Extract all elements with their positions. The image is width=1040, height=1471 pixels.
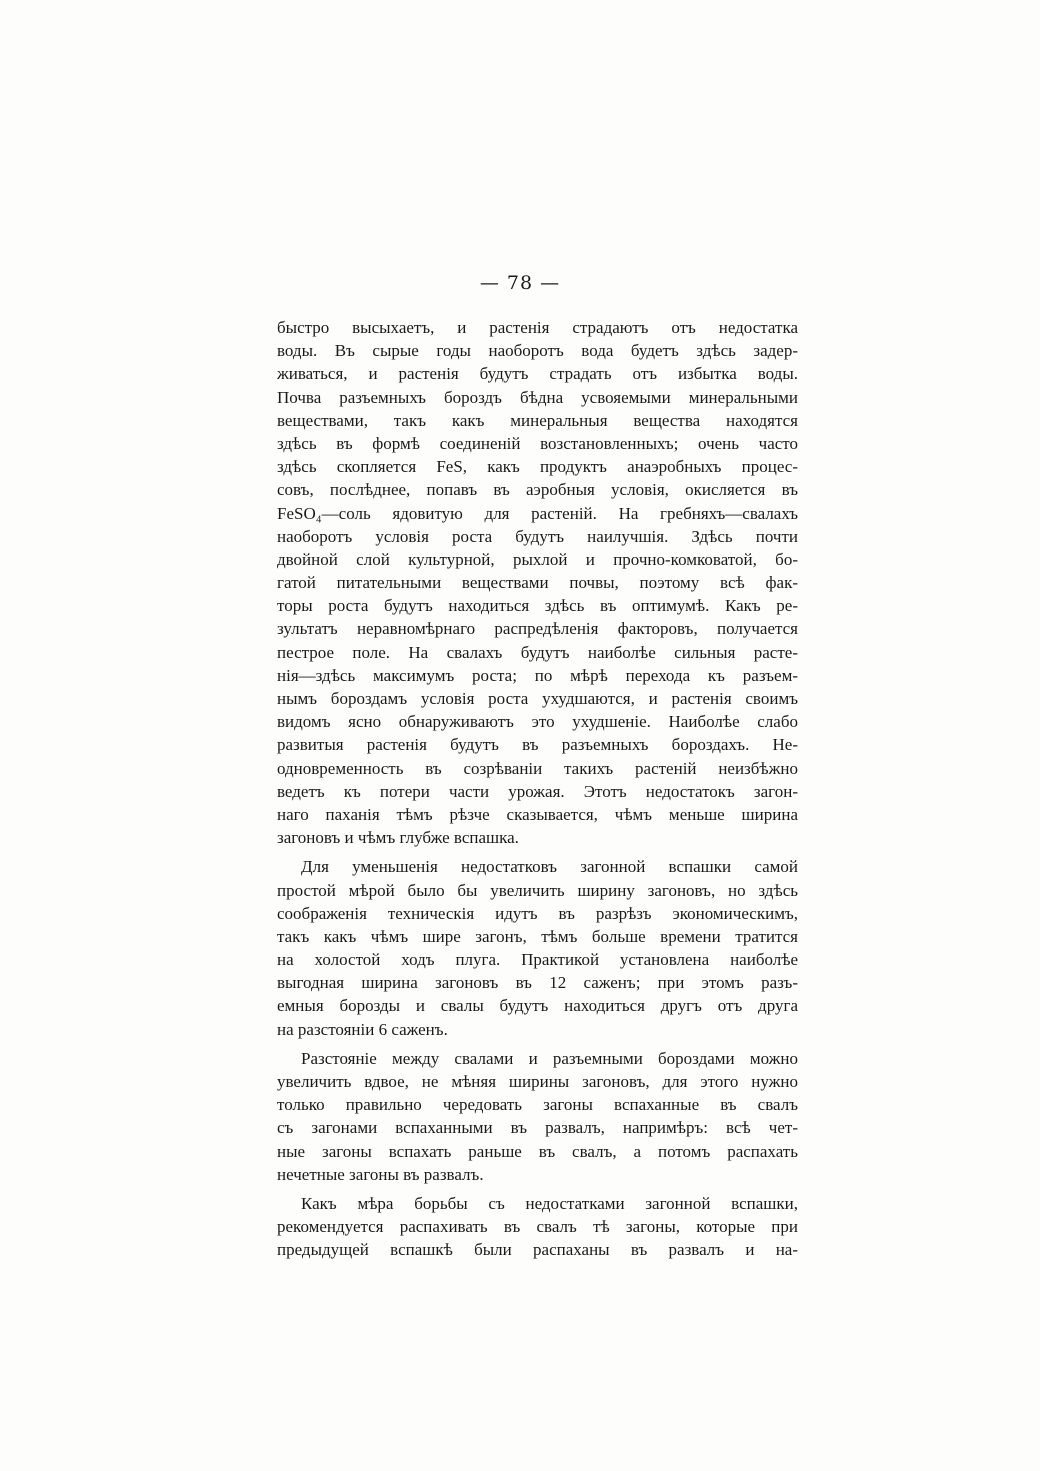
text-line: простой мѣрой было бы увеличить ширину загоновъ, но здѣсь	[277, 880, 798, 900]
text-line: загоновъ и чѣмъ глубже вспашка.	[277, 828, 519, 848]
text-line: наго паханія тѣмъ рѣзче сказывается, чѣмъ меньше ширина	[277, 804, 798, 824]
text-line: пестрое поле. На свалахъ будутъ наиболѣе сильныя расте-	[277, 642, 798, 662]
text-line: на холостой ходъ плуга. Практикой установлена наиболѣе	[277, 950, 798, 970]
text-line: ные загоны вспахать раньше въ свалъ, а потомъ распахать	[277, 1141, 798, 1161]
text-line: Почва разъемныхъ бороздъ бѣдна усвояемыми минеральными	[277, 387, 798, 407]
text-line: такъ какъ чѣмъ шире загонъ, тѣмъ больше времени тратится	[277, 926, 798, 946]
text-line: наоборотъ условія роста будутъ наилучшія. Здѣсь почти	[277, 526, 798, 546]
text-line: живаться, и растенія будутъ страдать отъ избытка воды.	[277, 364, 798, 384]
text-line: предыдущей вспашкѣ были распаханы въ развалъ и на-	[277, 1240, 798, 1260]
text-line: соображенія техническія идутъ въ разрѣзъ экономическимъ,	[277, 903, 798, 923]
text-line: развитыя растенія будутъ въ разъемныхъ бороздахъ. Не-	[277, 735, 798, 755]
text-line: двойной слой культурной, рыхлой и прочно-комковатой, бо-	[277, 549, 798, 569]
text-line: одновременность въ созрѣваніи такихъ растеній неизбѣжно	[277, 758, 798, 778]
text-line: нечетные загоны въ развалъ.	[277, 1164, 484, 1184]
text-line: нымъ бороздамъ условія роста ухудшаются, и растенія своимъ	[277, 689, 798, 708]
body-text	[277, 316, 798, 1262]
text-line: здѣсь въ формѣ соединеній возстановленныхъ; очень часто	[277, 433, 798, 453]
text-line: торы роста будутъ находиться здѣсь въ оптимумѣ. Какъ ре-	[277, 596, 798, 616]
paragraph	[277, 855, 798, 1041]
text-line: Какъ мѣра борьбы съ недостатками загонной вспашки,	[301, 1193, 798, 1213]
text-line: веществами, такъ какъ минеральныя вещества находятся	[277, 410, 798, 430]
text-line: нія—здѣсь максимумъ роста; по мѣрѣ перехода къ разъем-	[277, 665, 798, 685]
paragraph	[277, 1047, 798, 1186]
text-line: рекомендуется распахивать въ свалъ тѣ загоны, которые при	[277, 1217, 798, 1237]
text-line: емныя борозды и свалы будутъ находиться другъ отъ друга	[277, 996, 798, 1016]
paragraph	[277, 1192, 798, 1262]
text-line: совъ, послѣднее, попавъ въ аэробныя условія, окисляется въ	[277, 480, 798, 500]
text-line: зультатъ неравномѣрнаго распредѣленія факторовъ, получается	[277, 619, 798, 639]
text-line: Для уменьшенія недостатковъ загонной вспашки самой	[301, 857, 798, 877]
text-line: Разстояніе между свалами и разъемными бороздами можно	[301, 1048, 798, 1068]
text-line: видомъ ясно обнаруживаютъ это ухудшеніе. Наиболѣе слабо	[277, 712, 798, 732]
text-line: только правильно чередовать загоны вспаханные въ свалъ	[277, 1095, 798, 1115]
text-line: съ загонами вспаханными въ развалъ, напримѣръ: всѣ чет-	[277, 1118, 798, 1138]
text-line: ведетъ къ потери части урожая. Этотъ недостатокъ загон-	[277, 781, 798, 801]
text-line: гатой питательными веществами почвы, поэтому всѣ фак-	[277, 573, 798, 593]
text-line: увеличить вдвое, не мѣняя ширины загоновъ, для этого нужно	[277, 1072, 798, 1091]
text-line: выгодная ширина загоновъ въ 12 саженъ; при этомъ разъ-	[277, 973, 798, 993]
text-line: быстро высыхаетъ, и растенія страдаютъ отъ недостатка	[277, 318, 798, 337]
text-line: здѣсь скопляется FeS, какъ продуктъ анаэробныхъ процес-	[277, 457, 798, 477]
page-number: — 78 —	[479, 272, 561, 294]
paragraph	[277, 316, 798, 849]
text-line: на разстояніи 6 саженъ.	[277, 1019, 448, 1039]
text-line: FeSO₄—соль ядовитую для растеній. На гребняхъ—свалахъ	[277, 503, 798, 523]
text-line: воды. Въ сырые годы наоборотъ вода будетъ здѣсь задер-	[277, 341, 798, 361]
